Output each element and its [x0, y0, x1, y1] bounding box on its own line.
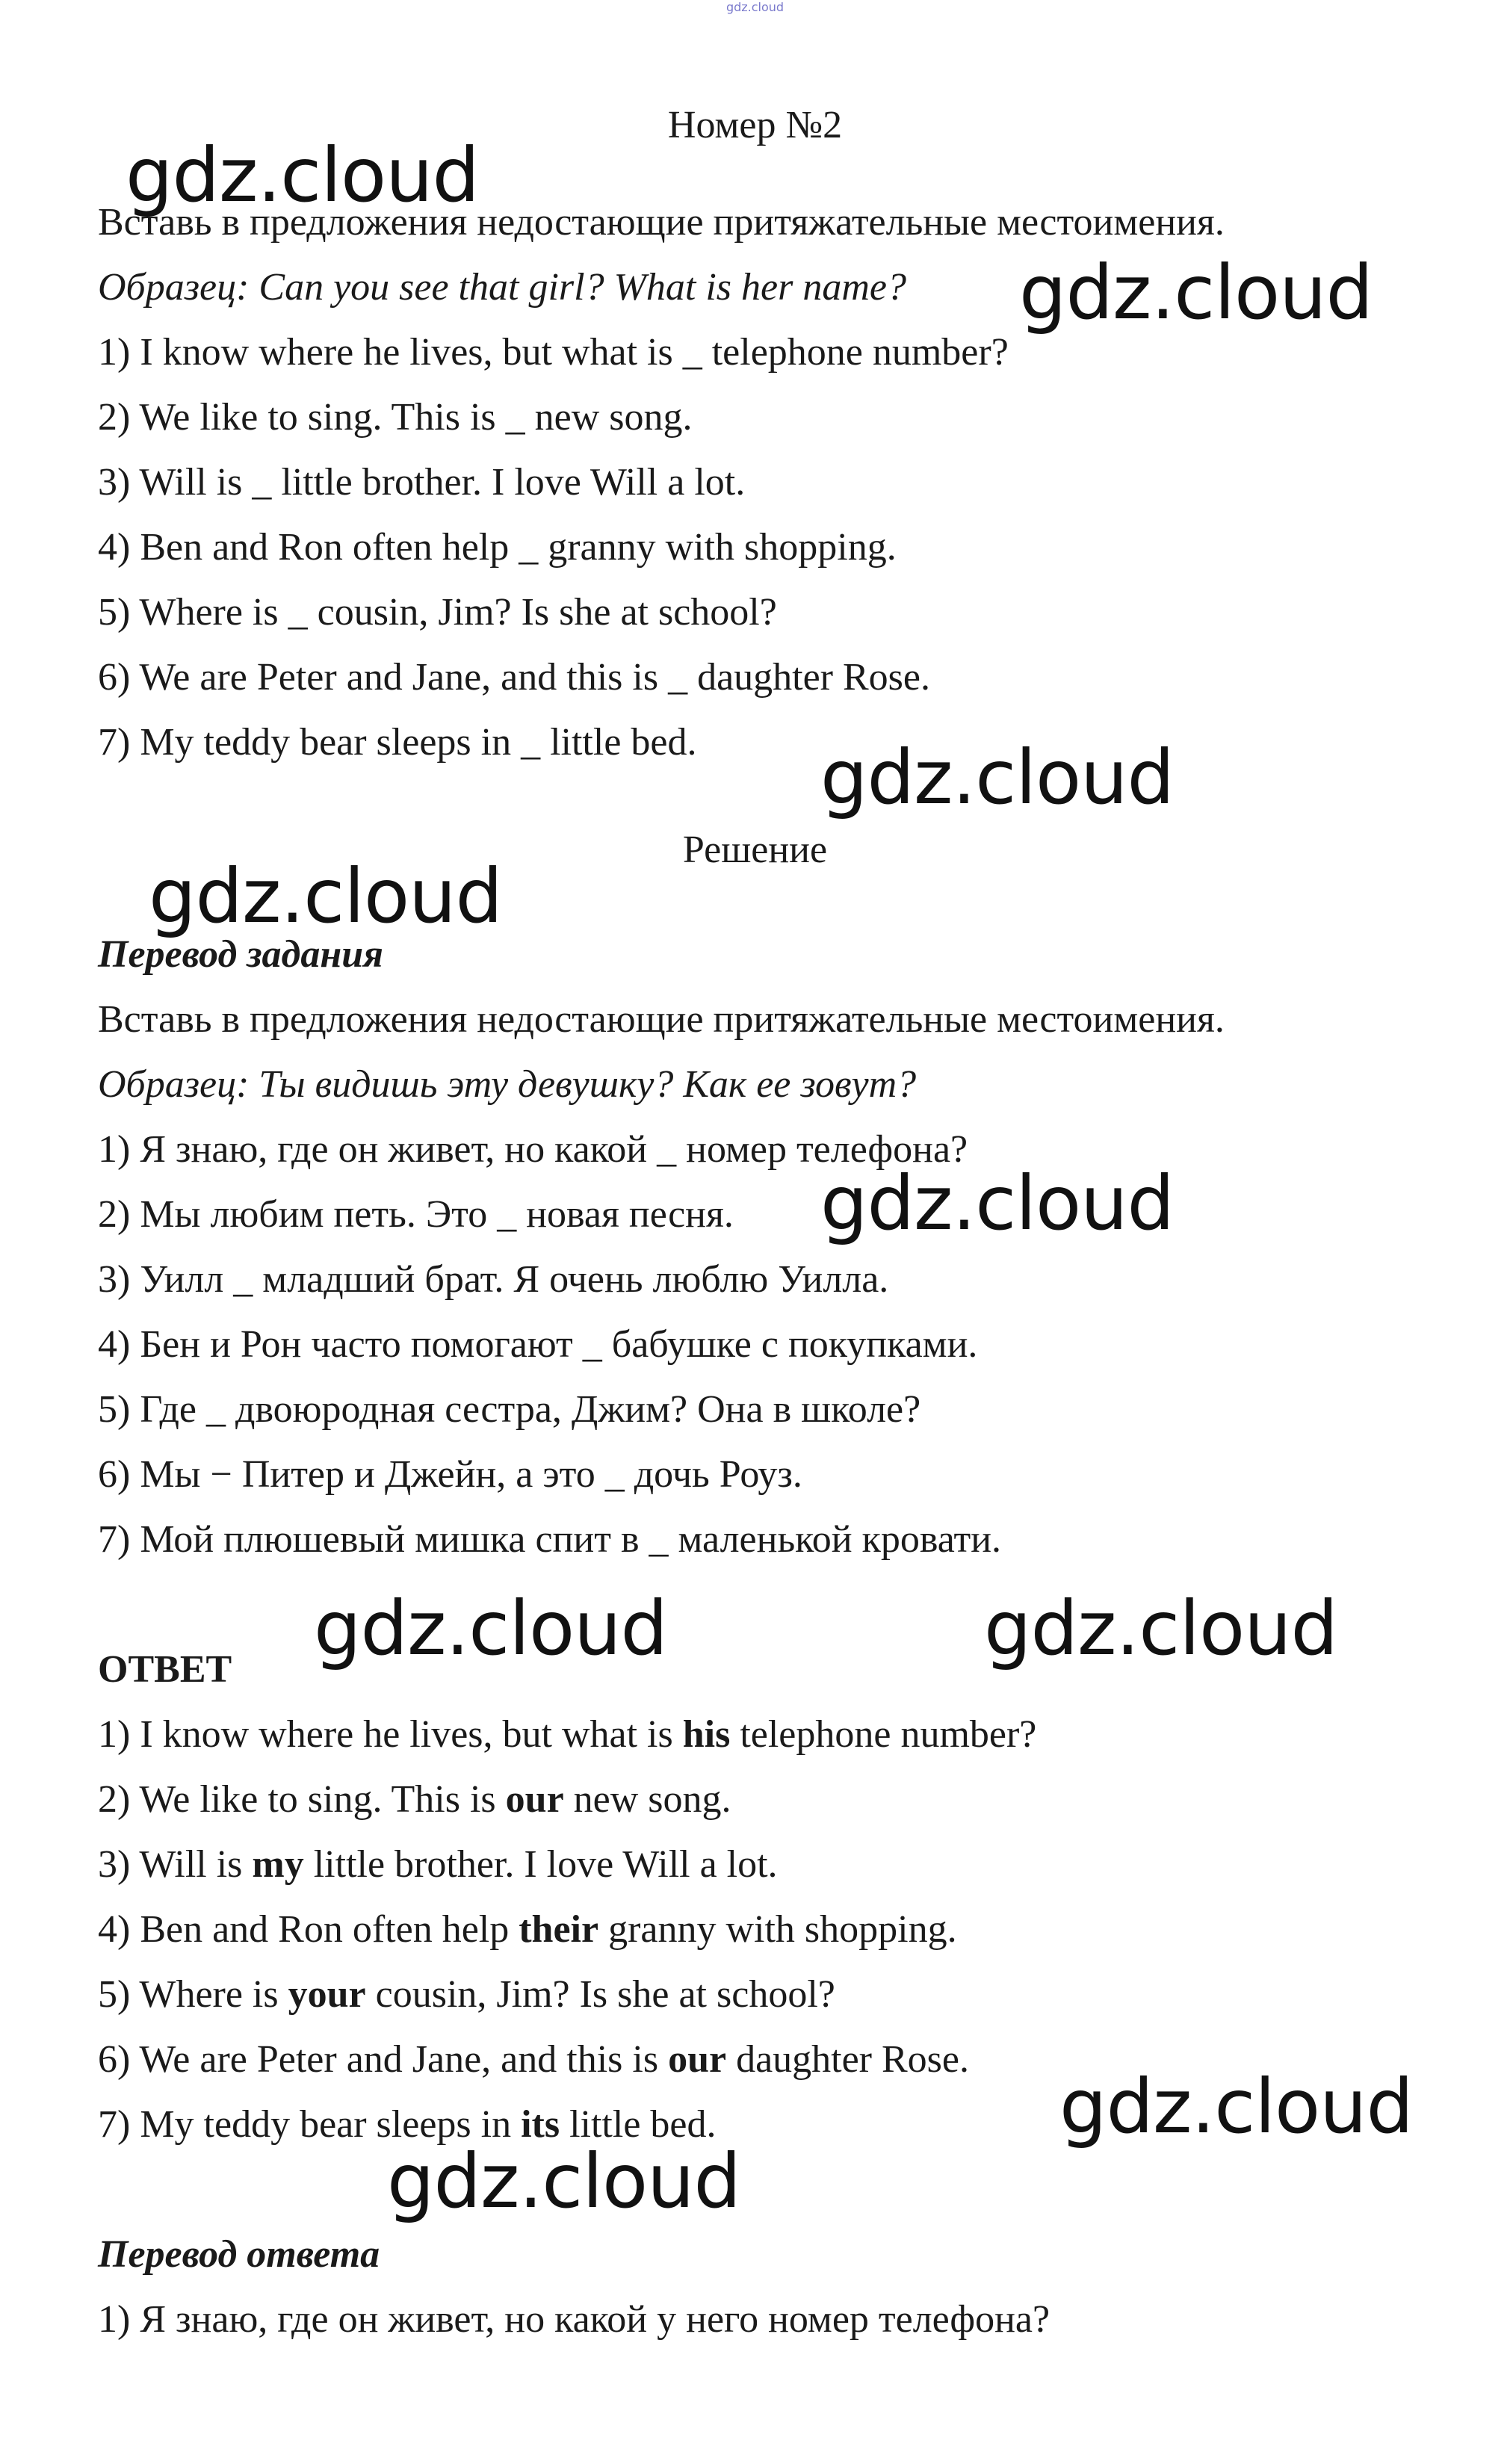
- translation-example: Образец: Ты видишь эту девушку? Как ее зовут?: [98, 1063, 917, 1106]
- task-item: 6) We are Peter and Jane, and this is _ daughter Rose.: [98, 656, 930, 699]
- answer-text: little brother. I love Will a lot.: [303, 1843, 778, 1886]
- answer-item: [98, 1907, 957, 1952]
- watermark: gdz.cloud: [126, 131, 480, 219]
- task-item: 5) Where is _ cousin, Jim? Is she at school?: [98, 591, 777, 634]
- answer-text: 7) My teddy bear sleeps in: [98, 2103, 522, 2146]
- answer-text: 5) Where is: [98, 1973, 288, 2016]
- task-item: 4) Ben and Ron often help _ granny with shopping.: [98, 526, 897, 569]
- answer-text: daughter Rose.: [726, 2038, 970, 2081]
- watermark: gdz.cloud: [314, 1585, 668, 1672]
- answer-pronoun: his: [682, 1713, 731, 1756]
- answer-text: cousin, Jim? Is she at school?: [365, 1973, 835, 2016]
- translation-item: 7) Мой плюшевый мишка спит в _ маленькой кровати.: [98, 1518, 1002, 1561]
- task-instruction: Вставь в предложения недостающие притяжательные местоимения.: [98, 201, 1225, 244]
- answer-text: 4) Ben and Ron often help: [98, 1908, 519, 1951]
- task-item: 1) I know where he lives, but what is _ telephone number?: [98, 331, 1009, 374]
- task-item: 3) Will is _ little brother. I love Will a lot.: [98, 461, 746, 504]
- answer-item: [98, 1842, 778, 1887]
- answer-pronoun: my: [252, 1843, 304, 1886]
- translation-item: 3) Уилл _ младший брат. Я очень люблю Уилла.: [98, 1258, 889, 1301]
- answer-text: new song.: [563, 1778, 731, 1821]
- task-item: 2) We like to sing. This is _ new song.: [98, 396, 693, 439]
- answer-text: 6) We are Peter and Jane, and this is: [98, 2038, 669, 2081]
- watermark: gdz.cloud: [984, 1585, 1338, 1672]
- watermark: gdz.cloud: [820, 1160, 1175, 1247]
- answer-text: 2) We like to sing. This is: [98, 1778, 506, 1821]
- answer-translation-item: 1) Я знаю, где он живет, но какой у него номер телефона?: [98, 2298, 1050, 2341]
- translation-item: 6) Мы − Питер и Джейн, а это _ дочь Роуз.: [98, 1453, 802, 1496]
- answer-pronoun: your: [288, 1973, 366, 2016]
- watermark: gdz.cloud: [1019, 249, 1373, 336]
- answer-text: little bed.: [560, 2103, 717, 2146]
- watermark: gdz.cloud: [387, 2138, 741, 2225]
- translation-heading: Перевод задания: [98, 933, 383, 976]
- answer-pronoun: their: [519, 1908, 599, 1951]
- answer-item: [98, 1777, 731, 1822]
- translation-item: 2) Мы любим петь. Это _ новая песня.: [98, 1193, 734, 1236]
- watermark: gdz.cloud: [1059, 2063, 1414, 2150]
- watermark: gdz.cloud: [149, 852, 503, 940]
- translation-item: 4) Бен и Рон часто помогают _ бабушке с покупками.: [98, 1323, 978, 1366]
- page-title: Номер №2: [667, 104, 843, 146]
- solution-heading: Решение: [682, 829, 828, 871]
- answer-pronoun: our: [505, 1778, 564, 1821]
- watermark: gdz.cloud: [820, 734, 1175, 821]
- answer-pronoun: our: [668, 2038, 727, 2081]
- answer-item: [98, 1712, 1036, 1757]
- answer-item: [98, 1972, 835, 2017]
- task-item: 7) My teddy bear sleeps in _ little bed.: [98, 721, 697, 764]
- answer-text: 1) I know where he lives, but what is: [98, 1713, 683, 1756]
- answer-pronoun: its: [521, 2103, 560, 2146]
- task-example: Образец: Can you see that girl? What is her name?: [98, 266, 906, 309]
- answer-text: 3) Will is: [98, 1843, 253, 1886]
- answer-translation-heading: Перевод ответа: [98, 2233, 380, 2276]
- answer-heading: ОТВЕТ: [98, 1648, 232, 1691]
- answer-text: granny with shopping.: [598, 1908, 957, 1951]
- translation-item: 5) Где _ двоюродная сестра, Джим? Она в школе?: [98, 1388, 921, 1431]
- answer-text: telephone number?: [730, 1713, 1037, 1756]
- top-watermark: gdz.cloud: [725, 0, 785, 14]
- translation-instruction: Вставь в предложения недостающие притяжательные местоимения.: [98, 998, 1225, 1041]
- answer-item: [98, 2037, 969, 2082]
- translation-item: 1) Я знаю, где он живет, но какой _ номер телефона?: [98, 1128, 968, 1171]
